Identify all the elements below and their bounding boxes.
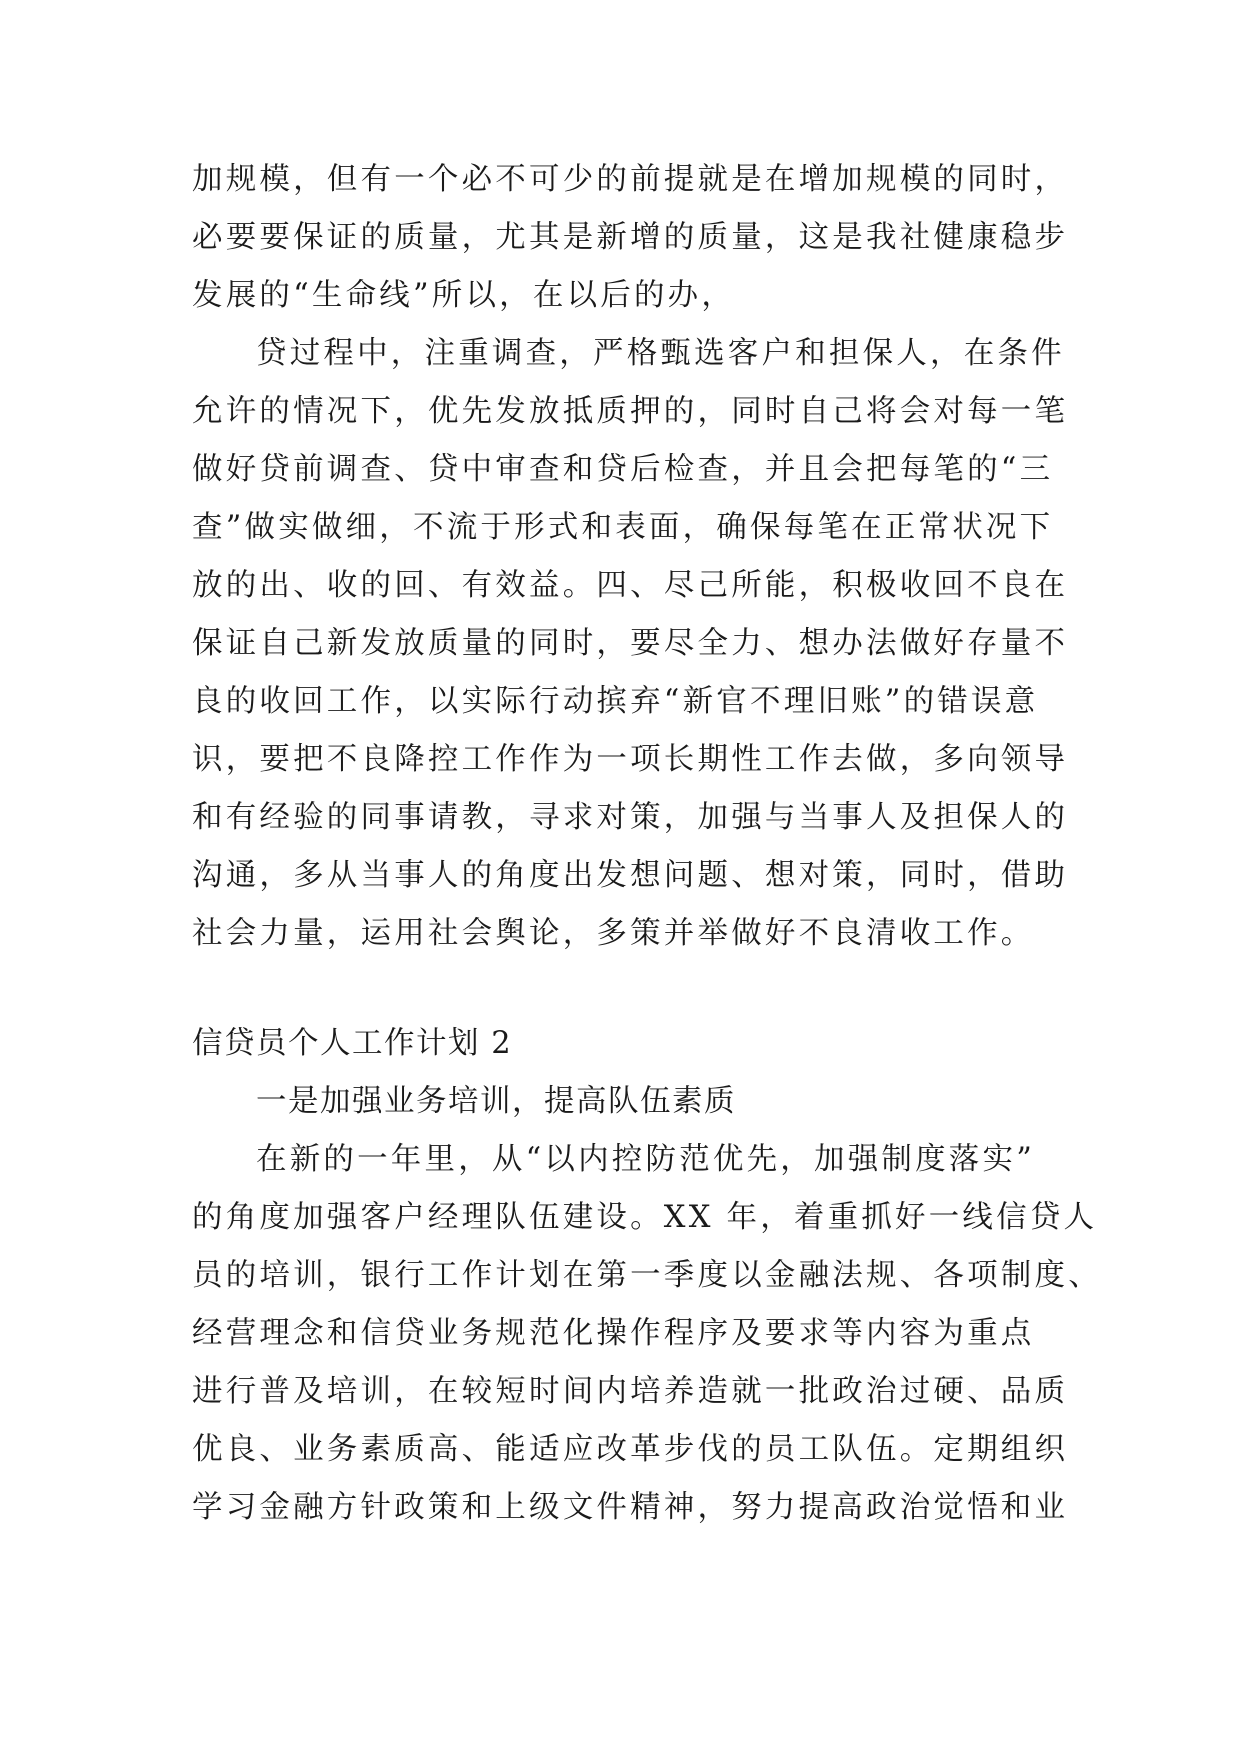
text-line: 放的出、收的回、有效益。四、尽己所能，积极收回不良在 bbox=[192, 568, 1069, 603]
text-line: 加规模，但有一个必不可少的前提就是在增加规模的同时， bbox=[192, 162, 1069, 197]
text-line: 允许的情况下，优先发放抵质押的，同时自己将会对每一笔 bbox=[192, 394, 1069, 429]
text-line: 沟通，多从当事人的角度出发想问题、想对策，同时，借助 bbox=[192, 858, 1069, 893]
text-line: 和有经验的同事请教，寻求对策，加强与当事人及担保人的 bbox=[192, 800, 1069, 835]
paragraph-start-line: 贷过程中，注重调查，严格甄选客户和担保人，在条件 bbox=[256, 336, 1065, 371]
section-heading: 信贷员个人工作计划 2 bbox=[192, 1026, 513, 1061]
text-line: 良的收回工作，以实际行动摈弃“新官不理旧账”的错误意 bbox=[192, 684, 1039, 719]
text-line: 社会力量，运用社会舆论，多策并举做好不良清收工作。 bbox=[192, 916, 1035, 951]
text-line: 做好贷前调查、贷中审查和贷后检查，并且会把每笔的“三 bbox=[192, 452, 1054, 487]
text-line: 优良、业务素质高、能适应改革步伐的员工队伍。定期组织 bbox=[192, 1432, 1069, 1467]
text-line: 保证自己新发放质量的同时，要尽全力、想办法做好存量不 bbox=[192, 626, 1069, 661]
text-line: 员的培训，银行工作计划在第一季度以金融法规、各项制度、 bbox=[192, 1258, 1102, 1293]
text-line: 的角度加强客户经理队伍建设。XX 年，着重抓好一线信贷人 bbox=[192, 1200, 1098, 1235]
text-line: 学习金融方针政策和上级文件精神，努力提高政治觉悟和业 bbox=[192, 1490, 1069, 1525]
paragraph-start-line: 在新的一年里，从“以内控防范优先，加强制度落实” bbox=[256, 1142, 1035, 1177]
text-line: 经营理念和信贷业务规范化操作程序及要求等内容为重点 bbox=[192, 1316, 1035, 1351]
text-line: 识，要把不良降控工作作为一项长期性工作去做，多向领导 bbox=[192, 742, 1069, 777]
text-line: 必要要保证的质量，尤其是新增的质量，这是我社健康稳步 bbox=[192, 220, 1069, 255]
text-line: 发展的“生命线”所以，在以后的办， bbox=[192, 278, 736, 313]
subsection-heading: 一是加强业务培训，提高队伍素质 bbox=[256, 1084, 736, 1119]
text-line: 进行普及培训，在较短时间内培养造就一批政治过硬、品质 bbox=[192, 1374, 1069, 1409]
text-line: 查”做实做细，不流于形式和表面，确保每笔在正常状况下 bbox=[192, 510, 1054, 545]
